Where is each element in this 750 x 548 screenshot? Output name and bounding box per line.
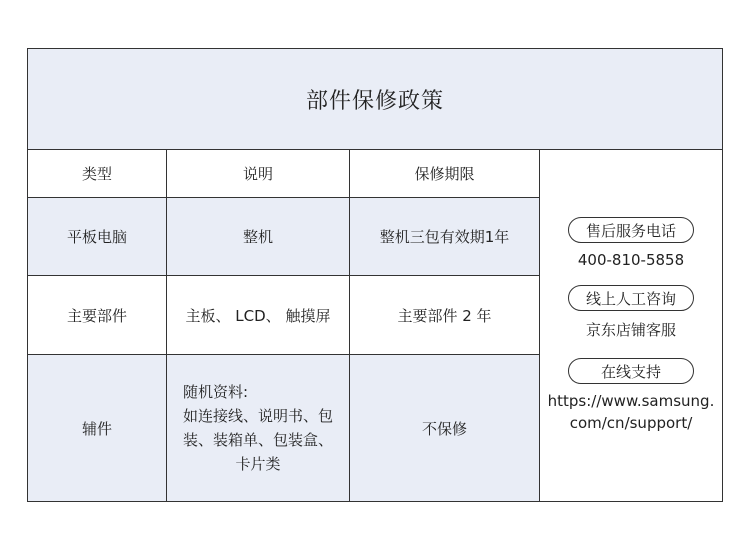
title-band xyxy=(28,49,722,150)
page-title: 部件保修政策 xyxy=(305,88,444,114)
row-accessories-desc xyxy=(167,355,350,501)
row-accessories-type: 辅件 xyxy=(28,355,167,501)
header-description: 说明 xyxy=(167,149,350,198)
header-warranty-period: 保修期限 xyxy=(350,149,540,198)
online-support-pill: 在线支持 xyxy=(568,358,694,384)
support-url-link[interactable]: https://www.samsung.com/cn/support/ xyxy=(547,392,715,432)
accessories-desc-line: 装、装箱单、包装盒、 xyxy=(182,431,333,449)
row-main-parts-period: 主要部件 2 年 xyxy=(350,276,540,355)
warranty-table xyxy=(27,48,723,502)
accessories-desc-line: 如连接线、说明书、包 xyxy=(182,407,333,425)
hotline-label-pill: 售后服务电话 xyxy=(568,217,694,243)
online-consult-value: 京东店铺客服 xyxy=(585,321,676,339)
online-consult-pill: 线上人工咨询 xyxy=(568,285,694,311)
row-tablet-type: 平板电脑 xyxy=(28,198,167,276)
row-main-parts-desc: 主板、 LCD、 触摸屏 xyxy=(167,276,350,355)
accessories-desc-line: 卡片类 xyxy=(235,455,281,473)
accessories-desc-line: 随机资料: xyxy=(183,383,249,401)
row-accessories-period: 不保修 xyxy=(350,355,540,501)
hotline-number: 400-810-5858 xyxy=(577,251,685,269)
row-tablet-desc: 整机 xyxy=(167,198,350,276)
row-tablet-period: 整机三包有效期1年 xyxy=(350,198,540,276)
service-info-column xyxy=(540,149,722,501)
header-type: 类型 xyxy=(28,149,167,198)
row-main-parts-type: 主要部件 xyxy=(28,276,167,355)
